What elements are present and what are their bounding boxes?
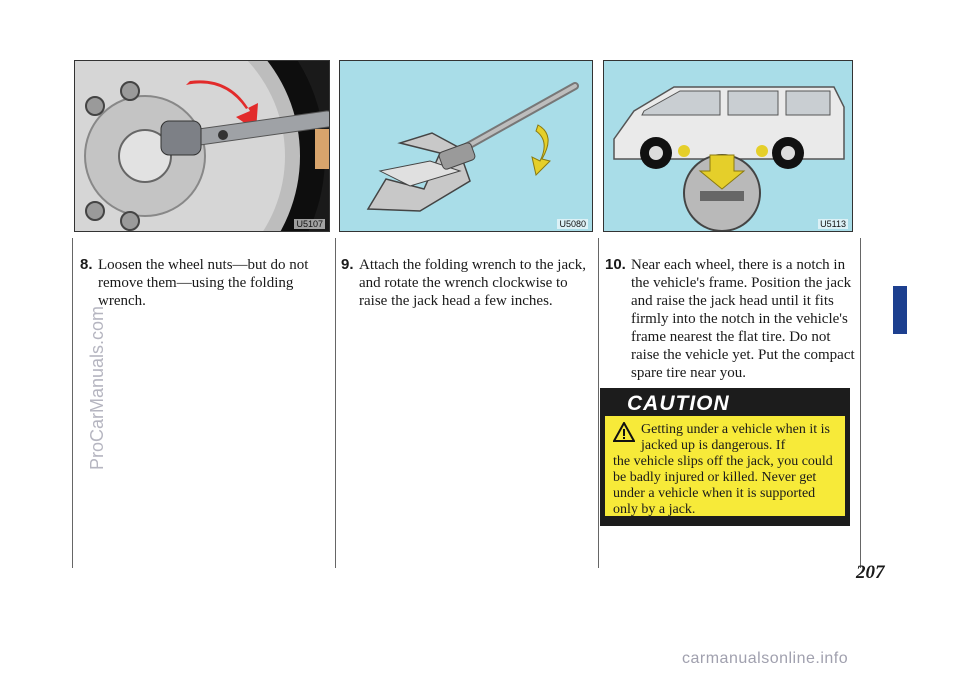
step-8 — [80, 256, 325, 310]
wheel-wrench-illustration — [75, 61, 329, 231]
margin-line — [72, 238, 73, 568]
footer-watermark: carmanualsonline.info — [682, 650, 849, 667]
step-number: 10. — [605, 256, 626, 273]
caution-body — [605, 416, 845, 516]
step-text: Loosen the wheel nuts—but do not remove them—using the folding wrench. — [98, 257, 309, 309]
jack-illustration — [340, 61, 592, 231]
column-divider — [598, 238, 599, 568]
figure-van-jack-point — [603, 60, 853, 232]
figure-label: U5113 — [820, 219, 846, 229]
section-tab — [893, 286, 907, 334]
step-number: 8. — [80, 256, 93, 273]
side-watermark: ProCarManuals.com — [87, 305, 107, 470]
caution-first-line: Getting under a vehicle when it is jacked up is dangerous. If — [641, 422, 830, 453]
figure-wheel-wrench — [74, 60, 330, 232]
step-text: Near each wheel, there is a notch in the vehicle's frame. Position the jack and raise the jack head until it fits firmly into the notch in the vehicle's frame nearest the flat tire. Do not raise the vehicle yet. Put the compact spare tire near you. — [631, 257, 855, 381]
warning-triangle-icon — [613, 422, 635, 442]
caution-box — [600, 388, 850, 526]
figure-jack-wrench — [339, 60, 593, 232]
column-divider — [335, 238, 336, 568]
page-number: 207 — [856, 562, 885, 583]
step-9 — [341, 256, 593, 310]
step-number: 9. — [341, 256, 354, 273]
figure-label: U5107 — [296, 219, 323, 229]
caution-text: the vehicle slips off the jack, you could be badly injured or killed. Never get under a vehicle when it is supported only by a jack. — [613, 454, 833, 517]
column-divider — [860, 238, 861, 568]
figure-label: U5080 — [559, 219, 586, 229]
step-10 — [605, 256, 855, 382]
step-text: Attach the folding wrench to the jack, and rotate the wrench clockwise to raise the jack head a few inches. — [359, 257, 587, 309]
van-illustration — [604, 61, 852, 231]
caution-heading: CAUTION — [627, 392, 730, 415]
